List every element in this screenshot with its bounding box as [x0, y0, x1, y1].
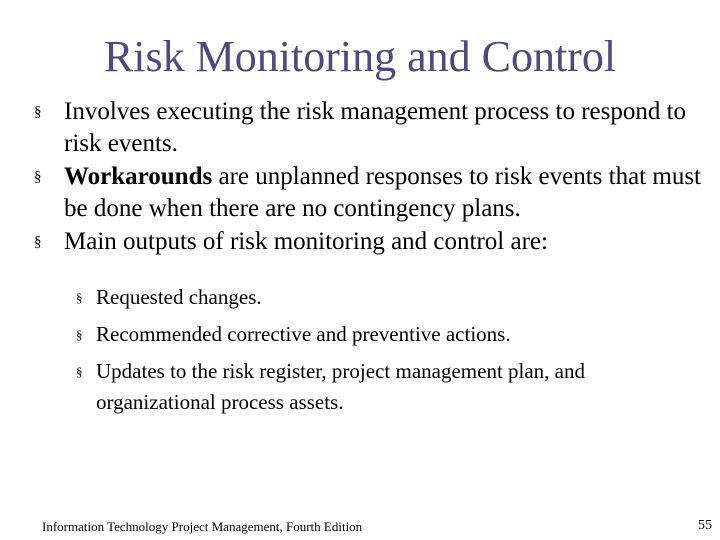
sub-bullet-item [76, 282, 696, 313]
bullet-item [34, 161, 714, 225]
bullet-text: Main outputs of risk monitoring and control are: [64, 228, 548, 255]
sub-bullet-text: Requested changes. [96, 285, 262, 309]
page-number: 55 [698, 518, 712, 533]
sub-bullet-list [76, 282, 696, 424]
bullet-bold-term: Workarounds [64, 163, 213, 190]
sub-bullet-marker-icon: § [76, 364, 83, 379]
sub-bullet-text: Recommended corrective and preventive actions. [96, 322, 511, 346]
bullet-list [34, 96, 714, 259]
bullet-item [34, 226, 714, 258]
bullet-marker-icon: § [34, 234, 42, 250]
sub-bullet-item [76, 356, 696, 418]
sub-bullet-marker-icon: § [76, 327, 83, 342]
bullet-marker-icon: § [34, 104, 42, 120]
bullet-text: Involves executing the risk management process to respond to risk events. [64, 98, 687, 157]
sub-bullet-marker-icon: § [76, 290, 83, 305]
slide-title: Risk Monitoring and Control [103, 32, 617, 81]
bullet-text: are unplanned responses to risk events that must be done when there are no contingency plans. [64, 163, 702, 222]
bullet-marker-icon: § [34, 169, 42, 185]
bullet-item [34, 96, 714, 160]
sub-bullet-text: Updates to the risk register, project management plan, and organizational process assets. [96, 359, 585, 414]
sub-bullet-item [76, 319, 696, 350]
slide-footer: Information Technology Project Management, Fourth Edition [42, 519, 363, 534]
